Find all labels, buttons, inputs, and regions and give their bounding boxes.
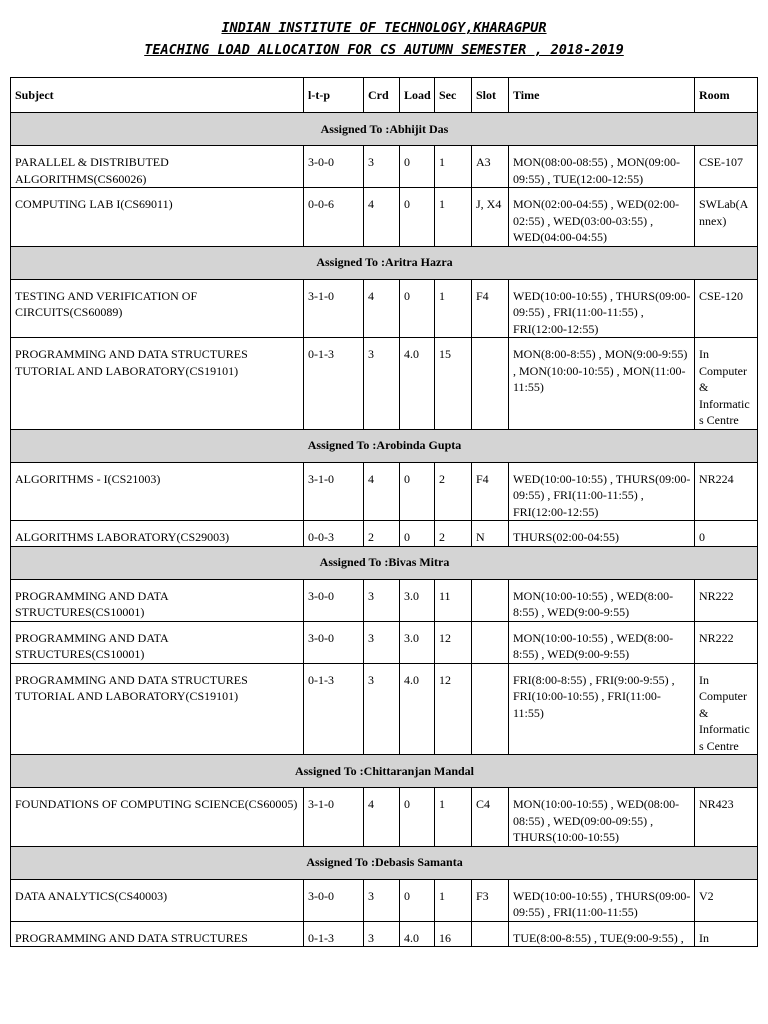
cell-slot: N bbox=[472, 521, 509, 547]
cell-slot: C4 bbox=[472, 788, 509, 847]
assignee-label: Assigned To :Aritra Hazra bbox=[11, 246, 758, 279]
assignee-label: Assigned To :Chittaranjan Mandal bbox=[11, 755, 758, 788]
table-row bbox=[11, 879, 758, 921]
cell-ltp: 0-1-3 bbox=[304, 338, 364, 430]
table-header-row bbox=[11, 78, 758, 113]
teaching-load-table bbox=[10, 77, 758, 947]
cell-subject: FOUNDATIONS OF COMPUTING SCIENCE(CS60005) bbox=[11, 788, 304, 847]
cell-credits: 3 bbox=[364, 921, 400, 947]
cell-subject: PROGRAMMING AND DATA STRUCTURES TUTORIAL AND LABORATORY(CS19101) bbox=[11, 663, 304, 755]
cell-load: 0 bbox=[400, 146, 435, 188]
cell-section: 1 bbox=[435, 146, 472, 188]
cell-credits: 4 bbox=[364, 788, 400, 847]
cell-section: 1 bbox=[435, 788, 472, 847]
assignee-group-row bbox=[11, 846, 758, 879]
cell-room: In Computer & Informatics Centre bbox=[695, 338, 758, 430]
table-row bbox=[11, 788, 758, 847]
cell-ltp: 0-0-3 bbox=[304, 521, 364, 547]
table-row bbox=[11, 338, 758, 430]
table-row bbox=[11, 279, 758, 338]
cell-room: CSE-107 bbox=[695, 146, 758, 188]
cell-load: 4.0 bbox=[400, 663, 435, 755]
cell-slot: F4 bbox=[472, 279, 509, 338]
cell-subject: PROGRAMMING AND DATA STRUCTURES(CS10001) bbox=[11, 621, 304, 663]
cell-ltp: 0-0-6 bbox=[304, 188, 364, 247]
column-header-load: Load bbox=[400, 78, 435, 113]
cell-time: THURS(02:00-04:55) bbox=[509, 521, 695, 547]
cell-room: 0 bbox=[695, 521, 758, 547]
column-header-time: Time bbox=[509, 78, 695, 113]
cell-time: MON(08:00-08:55) , MON(09:00-09:55) , TUE(12:00-12:55) bbox=[509, 146, 695, 188]
cell-time: MON(8:00-8:55) , MON(9:00-9:55) , MON(10:00-10:55) , MON(11:00-11:55) bbox=[509, 338, 695, 430]
cell-credits: 2 bbox=[364, 521, 400, 547]
cell-room: NR224 bbox=[695, 462, 758, 521]
cell-subject: TESTING AND VERIFICATION OF CIRCUITS(CS60089) bbox=[11, 279, 304, 338]
cell-subject: PROGRAMMING AND DATA STRUCTURES bbox=[11, 921, 304, 947]
cell-room: NR222 bbox=[695, 579, 758, 621]
cell-section: 1 bbox=[435, 188, 472, 247]
document-title: TEACHING LOAD ALLOCATION FOR CS AUTUMN SEMESTER , 2018-2019 bbox=[144, 42, 624, 58]
column-header-section: Sec bbox=[435, 78, 472, 113]
cell-slot bbox=[472, 621, 509, 663]
cell-section: 12 bbox=[435, 621, 472, 663]
table-row bbox=[11, 579, 758, 621]
cell-load: 0 bbox=[400, 188, 435, 247]
column-header-room: Room bbox=[695, 78, 758, 113]
table-row bbox=[11, 521, 758, 547]
cell-credits: 4 bbox=[364, 279, 400, 338]
cell-time: MON(02:00-04:55) , WED(02:00-02:55) , WED(03:00-03:55) , WED(04:00-04:55) bbox=[509, 188, 695, 247]
cell-load: 0 bbox=[400, 279, 435, 338]
cell-slot: J, X4 bbox=[472, 188, 509, 247]
cell-section: 11 bbox=[435, 579, 472, 621]
cell-load: 0 bbox=[400, 788, 435, 847]
column-header-credits: Crd bbox=[364, 78, 400, 113]
cell-credits: 3 bbox=[364, 579, 400, 621]
cell-room: NR222 bbox=[695, 621, 758, 663]
cell-load: 3.0 bbox=[400, 579, 435, 621]
table-row bbox=[11, 188, 758, 247]
cell-section: 12 bbox=[435, 663, 472, 755]
cell-ltp: 3-0-0 bbox=[304, 879, 364, 921]
cell-ltp: 3-0-0 bbox=[304, 579, 364, 621]
table-row bbox=[11, 462, 758, 521]
cell-load: 0 bbox=[400, 879, 435, 921]
column-header-slot: Slot bbox=[472, 78, 509, 113]
cell-credits: 3 bbox=[364, 338, 400, 430]
cell-room: SWLab(Annex) bbox=[695, 188, 758, 247]
column-header-ltp: l-t-p bbox=[304, 78, 364, 113]
cell-slot: F4 bbox=[472, 462, 509, 521]
cell-slot: A3 bbox=[472, 146, 509, 188]
cell-load: 3.0 bbox=[400, 621, 435, 663]
table-row bbox=[11, 621, 758, 663]
cell-ltp: 3-0-0 bbox=[304, 146, 364, 188]
cell-ltp: 3-1-0 bbox=[304, 279, 364, 338]
cell-credits: 4 bbox=[364, 462, 400, 521]
cell-room: NR423 bbox=[695, 788, 758, 847]
assignee-label: Assigned To :Bivas Mitra bbox=[11, 546, 758, 579]
assignee-group-row bbox=[11, 246, 758, 279]
cell-room: V2 bbox=[695, 879, 758, 921]
cell-ltp: 0-1-3 bbox=[304, 663, 364, 755]
assignee-label: Assigned To :Abhijit Das bbox=[11, 113, 758, 146]
cell-load: 0 bbox=[400, 521, 435, 547]
cell-ltp: 3-1-0 bbox=[304, 788, 364, 847]
cell-load: 0 bbox=[400, 462, 435, 521]
cell-section: 15 bbox=[435, 338, 472, 430]
cell-section: 2 bbox=[435, 521, 472, 547]
cell-load: 4.0 bbox=[400, 338, 435, 430]
cell-credits: 3 bbox=[364, 663, 400, 755]
table-row bbox=[11, 663, 758, 755]
institute-title: INDIAN INSTITUTE OF TECHNOLOGY,KHARAGPUR bbox=[221, 20, 547, 36]
cell-time: MON(10:00-10:55) , WED(08:00-08:55) , WED(09:00-09:55) , THURS(10:00-10:55) bbox=[509, 788, 695, 847]
cell-load: 4.0 bbox=[400, 921, 435, 947]
cell-subject: PROGRAMMING AND DATA STRUCTURES(CS10001) bbox=[11, 579, 304, 621]
cell-credits: 3 bbox=[364, 146, 400, 188]
cell-slot bbox=[472, 579, 509, 621]
cell-section: 16 bbox=[435, 921, 472, 947]
cell-section: 1 bbox=[435, 279, 472, 338]
cell-room: CSE-120 bbox=[695, 279, 758, 338]
assignee-label: Assigned To :Debasis Samanta bbox=[11, 846, 758, 879]
table-row bbox=[11, 146, 758, 188]
cell-ltp: 0-1-3 bbox=[304, 921, 364, 947]
assignee-group-row bbox=[11, 546, 758, 579]
cell-credits: 3 bbox=[364, 621, 400, 663]
assignee-group-row bbox=[11, 755, 758, 788]
cell-section: 1 bbox=[435, 879, 472, 921]
cell-slot bbox=[472, 663, 509, 755]
cell-subject: PROGRAMMING AND DATA STRUCTURES TUTORIAL AND LABORATORY(CS19101) bbox=[11, 338, 304, 430]
cell-slot bbox=[472, 338, 509, 430]
assignee-group-row bbox=[11, 113, 758, 146]
cell-time: WED(10:00-10:55) , THURS(09:00-09:55) , FRI(11:00-11:55) , FRI(12:00-12:55) bbox=[509, 462, 695, 521]
cell-time: WED(10:00-10:55) , THURS(09:00-09:55) , FRI(11:00-11:55) bbox=[509, 879, 695, 921]
cell-subject: DATA ANALYTICS(CS40003) bbox=[11, 879, 304, 921]
assignee-group-row bbox=[11, 429, 758, 462]
cell-credits: 3 bbox=[364, 879, 400, 921]
cell-time: TUE(8:00-8:55) , TUE(9:00-9:55) , bbox=[509, 921, 695, 947]
cell-subject: ALGORITHMS - I(CS21003) bbox=[11, 462, 304, 521]
cell-slot: F3 bbox=[472, 879, 509, 921]
cell-subject: COMPUTING LAB I(CS69011) bbox=[11, 188, 304, 247]
cell-slot bbox=[472, 921, 509, 947]
cell-ltp: 3-1-0 bbox=[304, 462, 364, 521]
table-row bbox=[11, 921, 758, 947]
cell-room: In bbox=[695, 921, 758, 947]
cell-time: MON(10:00-10:55) , WED(8:00-8:55) , WED(9:00-9:55) bbox=[509, 579, 695, 621]
assignee-label: Assigned To :Arobinda Gupta bbox=[11, 429, 758, 462]
cell-ltp: 3-0-0 bbox=[304, 621, 364, 663]
cell-time: FRI(8:00-8:55) , FRI(9:00-9:55) , FRI(10:00-10:55) , FRI(11:00-11:55) bbox=[509, 663, 695, 755]
cell-time: MON(10:00-10:55) , WED(8:00-8:55) , WED(9:00-9:55) bbox=[509, 621, 695, 663]
cell-credits: 4 bbox=[364, 188, 400, 247]
cell-time: WED(10:00-10:55) , THURS(09:00-09:55) , FRI(11:00-11:55) , FRI(12:00-12:55) bbox=[509, 279, 695, 338]
cell-subject: ALGORITHMS LABORATORY(CS29003) bbox=[11, 521, 304, 547]
cell-room: In Computer & Informatics Centre bbox=[695, 663, 758, 755]
cell-subject: PARALLEL & DISTRIBUTED ALGORITHMS(CS60026) bbox=[11, 146, 304, 188]
cell-section: 2 bbox=[435, 462, 472, 521]
column-header-subject: Subject bbox=[11, 78, 304, 113]
